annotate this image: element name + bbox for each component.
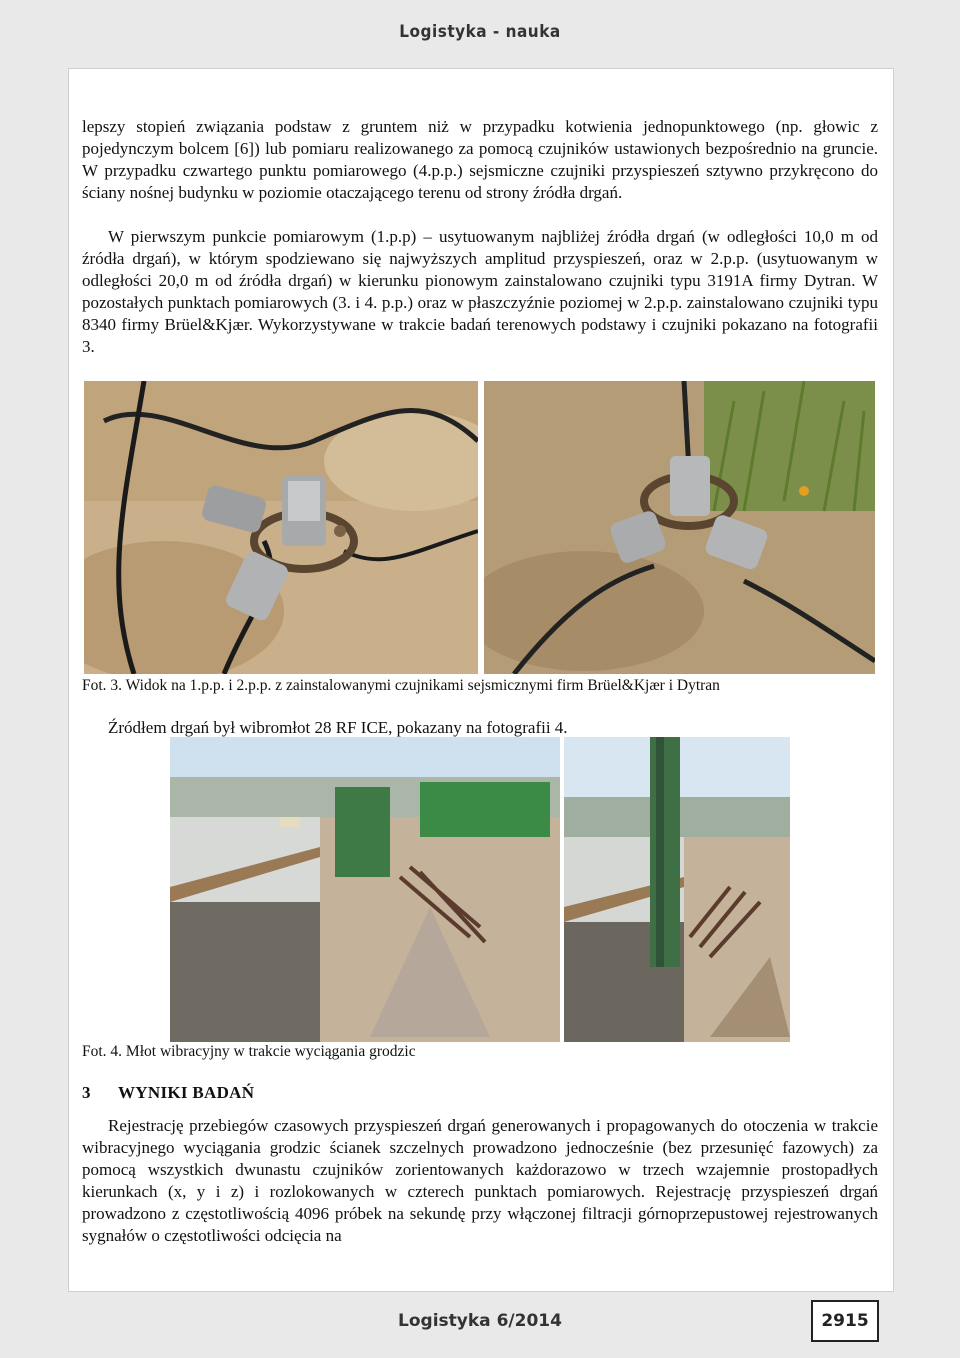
paragraph-2: W pierwszym punkcie pomiarowym (1.p.p) – usytuowanym najbliżej źródła drgań (w odległości 10,0 m od źródła drgań), w którym spodziewano się najwyższych amplitud przyspieszeń, oraz w 2.p.p. (usytuowanym w odległości 20,0 m od źródła drgań) w kierunku pionowym zainstalowano czujniki typu 3191A firmy Dytran. W pozostałych punktach pomiarowych (3. i 4. p.p.) oraz w płaszczyźnie poziomej w 2.p.p. zainstalowano czujniki typu 8340 firmy Brüel&Kjær. Wykorzystywane w trakcie badań terenowych podstawy i czujniki pokazano na fotografii 3. xyxy=(82,227,878,356)
photo-vibratory-hammer xyxy=(170,737,790,1042)
paragraph-1: lepszy stopień związania podstaw z gruntem niż w przypadku kotwienia jednopunktowego (np. głowic z pojedynczym bolcem [6]) lub pomiaru realizowanego za pomocą czujników ustawionych bezpośrednio na gruncie. W przypadku czwartego punktu pomiarowego (4.p.p.) sejsmiczne czujniki przyspieszeń sztywno przykręcono do ściany nośnej budynku w poziomie otaczającego terenu od strony źródła drgań. xyxy=(82,117,878,202)
caption-fot-4: Fot. 4. Młot wibracyjny w trakcie wyciągania grodzic xyxy=(82,1043,416,1060)
running-header: Logistyka - nauka xyxy=(399,22,561,42)
section-title: WYNIKI BADAŃ xyxy=(118,1083,255,1102)
photo-sensors-point-1 xyxy=(84,381,478,674)
section-number: 3 xyxy=(82,1083,91,1102)
section-heading xyxy=(82,1083,254,1103)
paragraph-3: Źródłem drgań był wibromłot 28 RF ICE, pokazany na fotografii 4. xyxy=(108,718,568,737)
paragraph-4: Rejestrację przebiegów czasowych przyspieszeń drgań generowanych i propagowanych do otoczenia w trakcie wibracyjnego wyciągania grodzic ścianek szczelnych prowadzono jednocześnie (bez przesunięć fazowych) za pomocą wszystkich dwunastu czujników zorientowanych każdorazowo w trzech wzajemnie prostopadłych kierunkach (x, y i z) i rozlokowanych w czterech punktach pomiarowych. Rejestrację przyspieszeń drgań prowadzono z częstotliwością 4096 próbek na sekundę przy włączonej filtracji górnoprzepustowej rejestrowanych sygnałów o częstotliwości odcięcia na xyxy=(82,1116,878,1245)
page-number: 2915 xyxy=(811,1300,879,1342)
caption-fot-3: Fot. 3. Widok na 1.p.p. i 2.p.p. z zainstalowanymi czujnikami sejsmicznymi firm Brüel&Kjær i Dytran xyxy=(82,677,720,694)
footer-journal: Logistyka 6/2014 xyxy=(398,1311,562,1331)
photo-sensors-point-2 xyxy=(484,381,875,674)
